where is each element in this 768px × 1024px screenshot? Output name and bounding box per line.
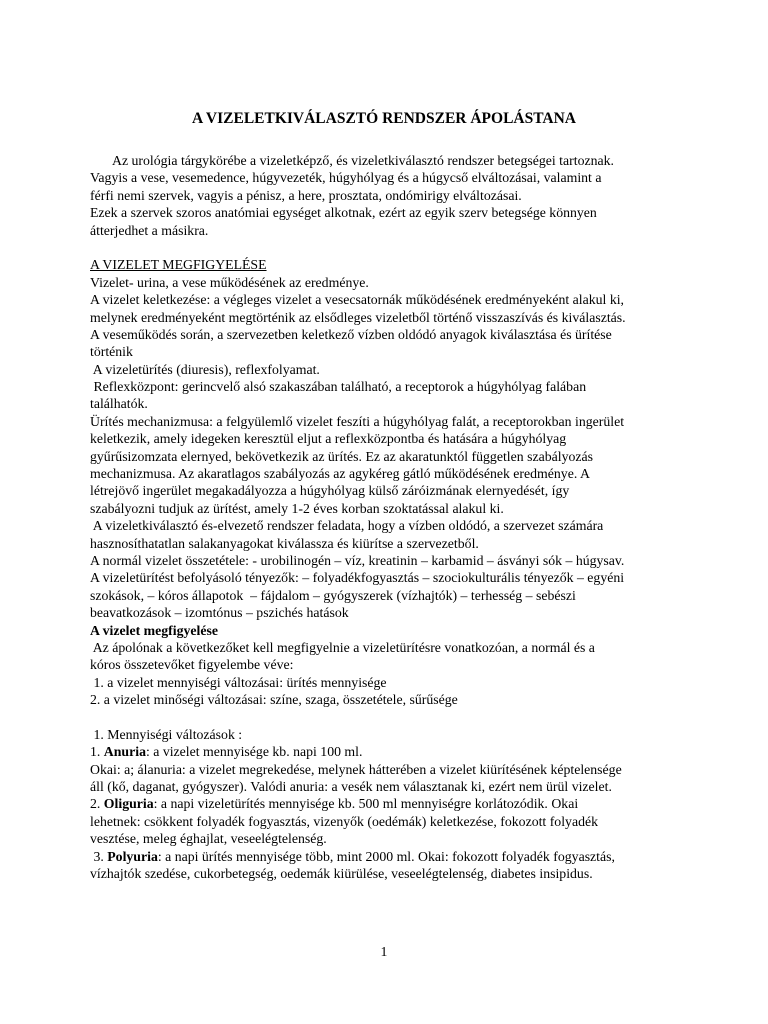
term-description: : a vizelet mennyisége kb. napi 100 ml. [145,744,363,760]
list-item: 1. a vizelet mennyiségi változásai: ürítés mennyisége [90,674,387,690]
paragraph-line: Az ápolónak a következőket kell megfigyelnie a vizeletürítésre vonatkozóan, a normál és a [90,639,595,655]
paragraph-line: Reflexközpont: gerincvelő alsó szakaszában található, a receptorok a húgyhólyag falában [90,379,587,395]
page-title: A VIZELETKIVÁLASZTÓ RENDSZER ÁPOLÁSTANA [191,110,576,127]
quantity-heading: 1. Mennyiségi változások : [90,726,243,742]
term-description: : a napi ürítés mennyisége több, mint 2000 ml. Okai: fokozott folyadék fogyasztás, [157,848,615,864]
intro-line: átterjedhet a másikra. [90,222,209,238]
intro-line: Az urológia tárgykörébe a vizeletképző, és vizeletkiválasztó rendszer betegségei tartoznak. [112,153,614,168]
anuria-line [90,743,690,760]
intro-line: férfi nemi szervek, vagyis a pénisz, a here, prosztata, ondómirigy elváltozásai. [90,187,522,203]
paragraph-line: Vizelet- urina, a vese működésének az eredménye. [90,274,369,290]
paragraph-line: szabályozni tudjuk az ürítést, amely 1-2 éves korban szoktatással alakul ki. [90,500,504,516]
paragraph-line: A vizeletkiválasztó és-elvezető rendszer feladata, hogy a vízben oldódó, a szervezet számára [90,518,604,534]
paragraph-line: A veseműködés során, a szervezetben keletkező vízben oldódó anyagok kiválasztása és ürítése [90,326,612,342]
document-body [90,152,690,882]
blank-line [90,239,690,256]
paragraph-line: találhatók. [90,396,148,412]
paragraph-line: történik [90,344,133,360]
paragraph-line: melynek eredményeként megtörténik az elsődleges vizeletből történő visszaszívás és kiválasztás. [90,309,626,325]
paragraph-line: szokások, – kóros állapotok – fájdalom – gyógyszerek (vízhajtók) – terhesség – sebészi [90,587,576,603]
paragraph-line: vesztése, meleg éghajlat, veseelégtelenség. [90,831,327,847]
list-number: 3. [90,848,108,864]
paragraph-line: mechanizmusa. Az akaratlagos szabályozás az agykéreg gátló működésének eredménye. A [90,466,590,482]
paragraph-line: beavatkozások – izomtónus – pszichés hatások [90,605,349,621]
intro-line: Vagyis a vese, vesemedence, húgyvezeték, húgyhólyag és a húgycső elváltozásai, valamint a [90,170,602,186]
paragraph-line: A normál vizelet összetétele: - urobilinogén – víz, kreatinin – karbamid – ásványi sók – húgysav. [90,552,625,568]
term-oliguria: Oliguria [103,796,154,812]
paragraph-line: áll (kő, daganat, gyógyszer). Valódi anuria: a vesék nem választanak ki, ezért nem ürül vizelet. [90,779,612,795]
list-item: 2. a vizelet minőségi változásai: színe, szaga, összetétele, sűrűsége [90,692,458,708]
paragraph-line: kóros összetevőket figyelembe véve: [90,657,294,673]
paragraph-line: Okai: a; álanuria: a vizelet megrekedése, melynek hátterében a vizelet kiürítésének képtelensége [90,761,622,777]
paragraph-line: vízhajtók szedése, cukorbetegség, oedemák kiürülése, veseelégtelenség, diabetes insipidus. [90,866,593,882]
paragraph-line: hasznosíthatatlan salakanyagokat kiválassza és kiürítse a szervezetből. [90,535,479,551]
list-number: 2. [90,796,104,812]
term-polyuria: Polyuria [107,848,158,864]
paragraph-line: A vizeletürítés (diuresis), reflexfolyamat. [90,361,320,377]
paragraph-line: Ürítés mechanizmusa: a felgyülemlő vizelet feszíti a húgyhólyag falát, a receptorokban ingerület [90,413,625,429]
term-description: : a napi vizeletürítés mennyisége kb. 500 ml mennyiségre korlátozódik. Okai [153,796,579,812]
intro-line: Ezek a szervek szoros anatómiai egységet alkotnak, ezért az egyik szerv betegsége könnyen [90,205,597,221]
term-anuria: Anuria [103,744,146,760]
paragraph-line: gyűrűsizomzata elernyed, bekövetkezik az ürítés. Ez az akaratunktól független szabályozás [90,448,593,464]
paragraph-line: A vizelet keletkezése: a végleges vizelet a vesecsatornák működésének eredményeként alakul ki, [90,292,625,308]
oliguria-line [90,795,690,812]
polyuria-line [90,848,690,865]
paragraph-line: keletkezik, amely idegeken keresztül eljut a reflexközpontba és hatására a húgyhólyag [90,431,567,447]
paragraph-line: létrejövő ingerület megakadályozza a húgyhólyag külső záróizmának elernyedését, így [90,483,570,499]
list-number: 1. [90,744,104,760]
subsection-heading: A vizelet megfigyelése [90,622,218,638]
section-heading: A VIZELET MEGFIGYELÉSE [90,257,267,273]
paragraph-line: lehetnek: csökkent folyadék fogyasztás, vizenyők (oedémák) keletkezése, fokozott folyadék [90,813,598,829]
blank-line [90,709,690,726]
paragraph-line: A vizeletürítést befolyásoló tényezők: – folyadékfogyasztás – szociokulturális tényezők – egyéni [90,570,625,586]
page-number: 1 [380,944,388,959]
